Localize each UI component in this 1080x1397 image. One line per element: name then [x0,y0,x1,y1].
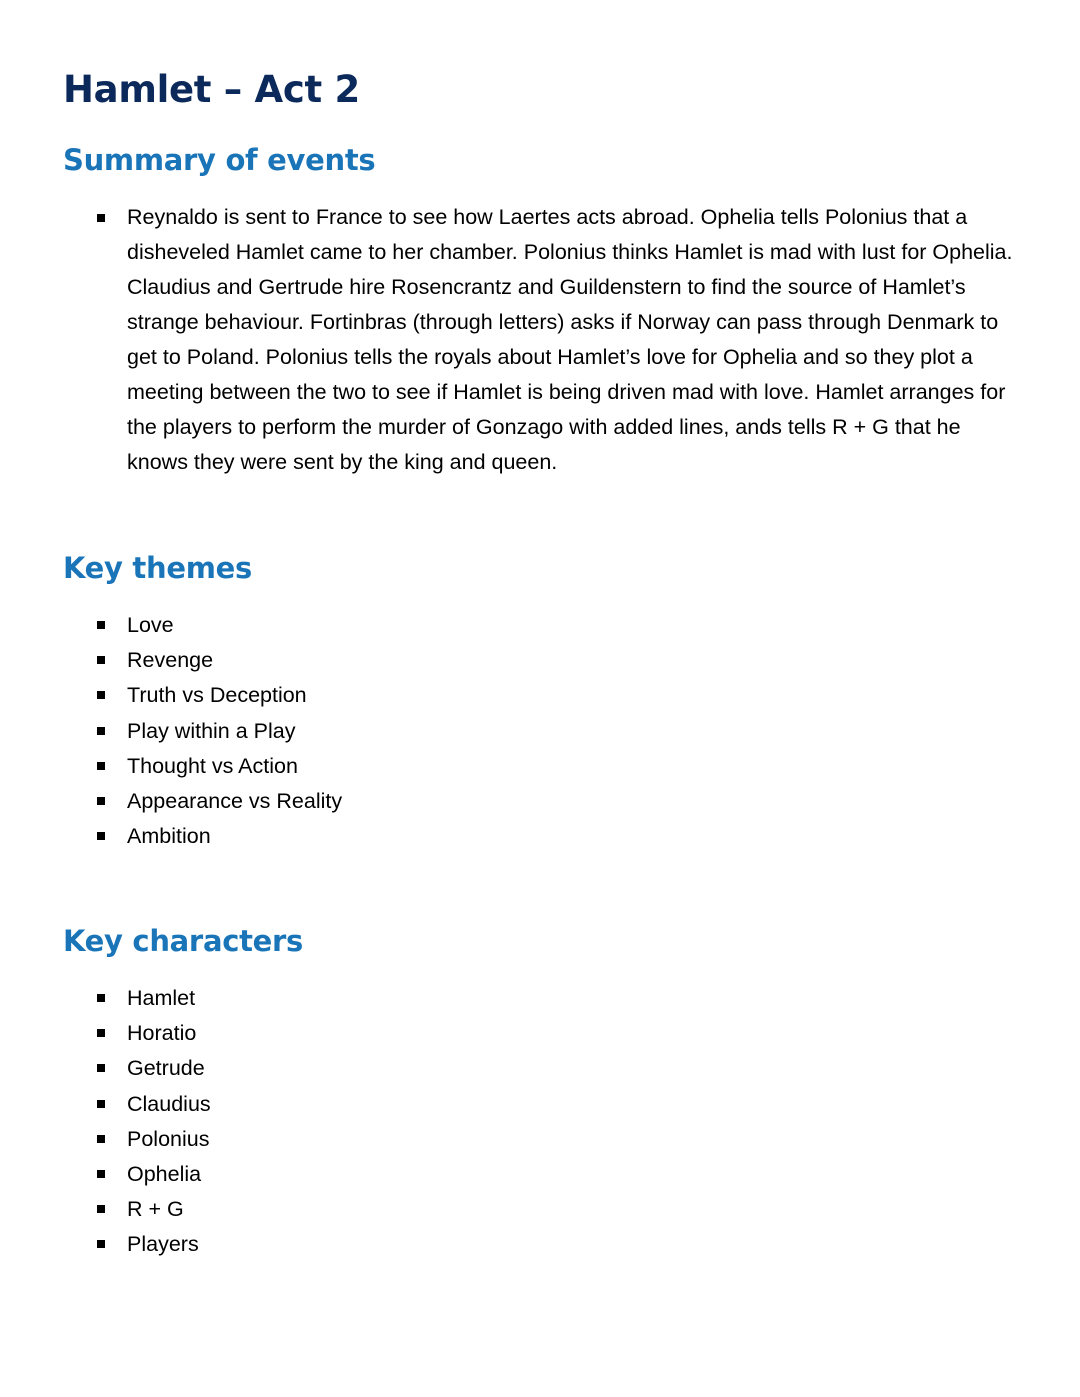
character-label: Claudius [127,1091,211,1116]
square-bullet-icon [97,691,105,699]
square-bullet-icon [97,1135,105,1143]
character-label: R + G [127,1197,184,1222]
character-label: Getrude [127,1056,205,1081]
theme-label: Love [127,613,174,637]
square-bullet-icon [97,797,105,805]
square-bullet-icon [97,1240,105,1248]
character-label: Polonius [127,1126,210,1151]
themes-heading: Key themes [63,551,252,585]
square-bullet-icon [97,1170,105,1178]
theme-item [95,784,342,819]
character-label: Horatio [127,1021,197,1046]
square-bullet-icon [97,656,105,664]
theme-item [95,819,342,854]
characters-heading: Key characters [63,924,303,958]
square-bullet-icon [97,994,105,1002]
square-bullet-icon [97,621,105,629]
characters-list [95,981,211,1263]
character-item [95,1192,211,1227]
character-item [95,1122,211,1157]
square-bullet-icon [97,1100,105,1108]
theme-label: Play within a Play [127,718,296,743]
themes-list [95,608,342,854]
square-bullet-icon [97,1205,105,1213]
character-item [95,1016,211,1051]
summary-item [95,200,1025,480]
summary-heading: Summary of events [63,143,376,177]
theme-item [95,714,342,749]
square-bullet-icon [97,1064,105,1072]
theme-item [95,678,342,713]
character-label: Ophelia [127,1161,202,1186]
theme-item [95,608,342,643]
character-item [95,981,211,1016]
theme-item [95,643,342,678]
character-item [95,1157,211,1192]
square-bullet-icon [97,1029,105,1037]
page-title: Hamlet – Act 2 [63,68,360,111]
summary-text: Reynaldo is sent to France to see how Laertes acts abroad. Ophelia tells Polonius that a disheveled Hamlet came to her chamber. Polonius thinks Hamlet is mad with lust for Ophelia. Claudius and Gertrude hire Rosencrantz and Guildenstern to find the source of Hamlet’s strange behaviour. Fortinbras (through letters) asks if Norway can pass through Denmark to get to Poland. Polonius tells the royals about Hamlet’s love for Ophelia and so they plot a meeting between the two to see if Hamlet is being driven mad with love. Hamlet arranges for the players to perform the murder of Gonzago with added lines, ands tells R + G that he knows they were sent by the king and queen. [127,205,1013,474]
theme-label: Ambition [127,824,211,849]
theme-item [95,749,342,784]
character-item [95,1051,211,1086]
theme-label: Appearance vs Reality [127,788,343,813]
square-bullet-icon [97,727,105,735]
square-bullet-icon [97,832,105,840]
character-label: Hamlet [127,986,196,1010]
square-bullet-icon [97,214,105,222]
theme-label: Revenge [127,648,214,673]
theme-label: Truth vs Deception [127,683,307,708]
square-bullet-icon [97,762,105,770]
character-label: Players [127,1232,199,1257]
character-item [95,1087,211,1122]
character-item [95,1227,211,1262]
theme-label: Thought vs Action [127,753,298,778]
